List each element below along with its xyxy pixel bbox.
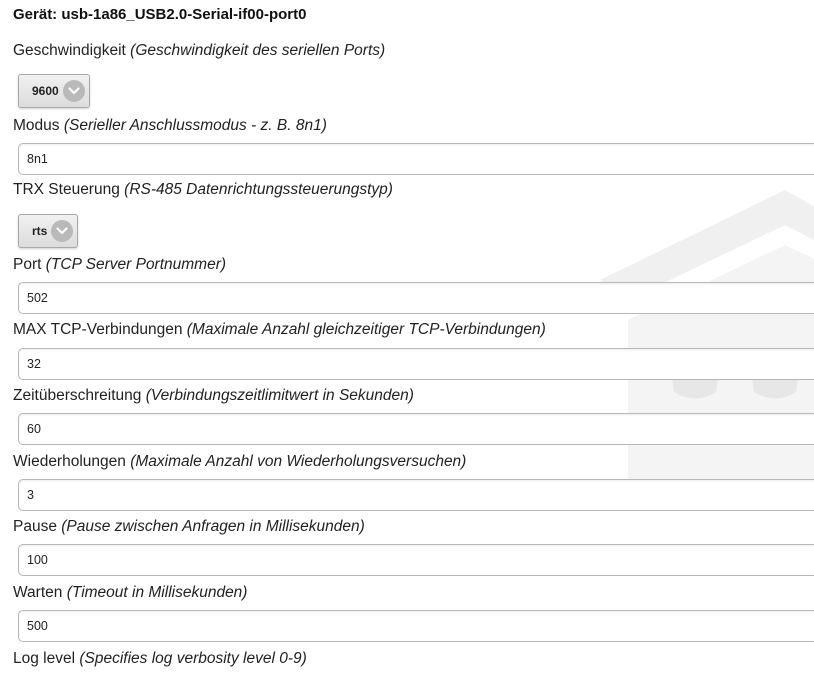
timeout-input[interactable] (18, 413, 814, 445)
port-label-text: Port (13, 256, 42, 273)
max-tcp-hint: (Maximale Anzahl gleichzeitiger TCP-Verbindungen) (186, 321, 546, 338)
mode-label-text: Modus (13, 117, 60, 134)
device-title: Gerät: usb-1a86_USB2.0-Serial-if00-port0 (13, 6, 307, 23)
pause-hint: (Pause zwischen Anfragen in Millisekunden) (61, 518, 365, 535)
timeout-hint: (Verbindungszeitlimitwert in Sekunden) (145, 387, 414, 404)
port-input[interactable] (18, 282, 814, 314)
port-label (13, 256, 226, 274)
mode-input[interactable] (18, 143, 814, 175)
speed-select-value: 9600 (32, 84, 59, 98)
pause-label (13, 518, 365, 536)
max-tcp-label (13, 321, 546, 339)
wait-label-text: Warten (13, 584, 63, 601)
wait-input[interactable] (18, 610, 814, 642)
trx-select-value: rts (32, 224, 48, 238)
pause-input[interactable] (18, 544, 814, 576)
chevron-down-icon (63, 80, 85, 102)
trx-label-text: TRX Steuerung (13, 181, 120, 198)
trx-hint: (RS-485 Datenrichtungssteuerungstyp) (124, 181, 393, 198)
max-tcp-input[interactable] (18, 348, 814, 380)
timeout-label-text: Zeitüberschreitung (13, 387, 142, 404)
wait-hint: (Timeout in Millisekunden) (66, 584, 248, 601)
retries-hint: (Maximale Anzahl von Wiederholungsversuchen) (130, 453, 467, 470)
mode-label (13, 117, 327, 135)
log-level-label-text: Log level (13, 650, 76, 667)
house-with-sunglasses-icon (600, 160, 814, 500)
retries-input[interactable] (18, 479, 814, 511)
chevron-down-icon (51, 220, 73, 242)
retries-label (13, 453, 466, 471)
log-level-hint: (Specifies log verbosity level 0-9) (79, 650, 307, 667)
log-level-label (13, 650, 307, 668)
timeout-label (13, 387, 414, 405)
speed-select[interactable] (18, 74, 90, 108)
trx-select[interactable] (18, 214, 78, 248)
retries-label-text: Wiederholungen (13, 453, 126, 470)
mode-hint: (Serieller Anschlussmodus - z. B. 8n1) (63, 117, 327, 134)
trx-label (13, 181, 393, 199)
port-hint: (TCP Server Portnummer) (45, 256, 227, 273)
speed-hint: (Geschwindigkeit des seriellen Ports) (130, 42, 386, 59)
wait-label (13, 584, 247, 602)
max-tcp-label-text: MAX TCP-Verbindungen (13, 321, 183, 338)
speed-label-text: Geschwindigkeit (13, 42, 126, 59)
speed-label (13, 42, 385, 60)
pause-label-text: Pause (13, 518, 57, 535)
